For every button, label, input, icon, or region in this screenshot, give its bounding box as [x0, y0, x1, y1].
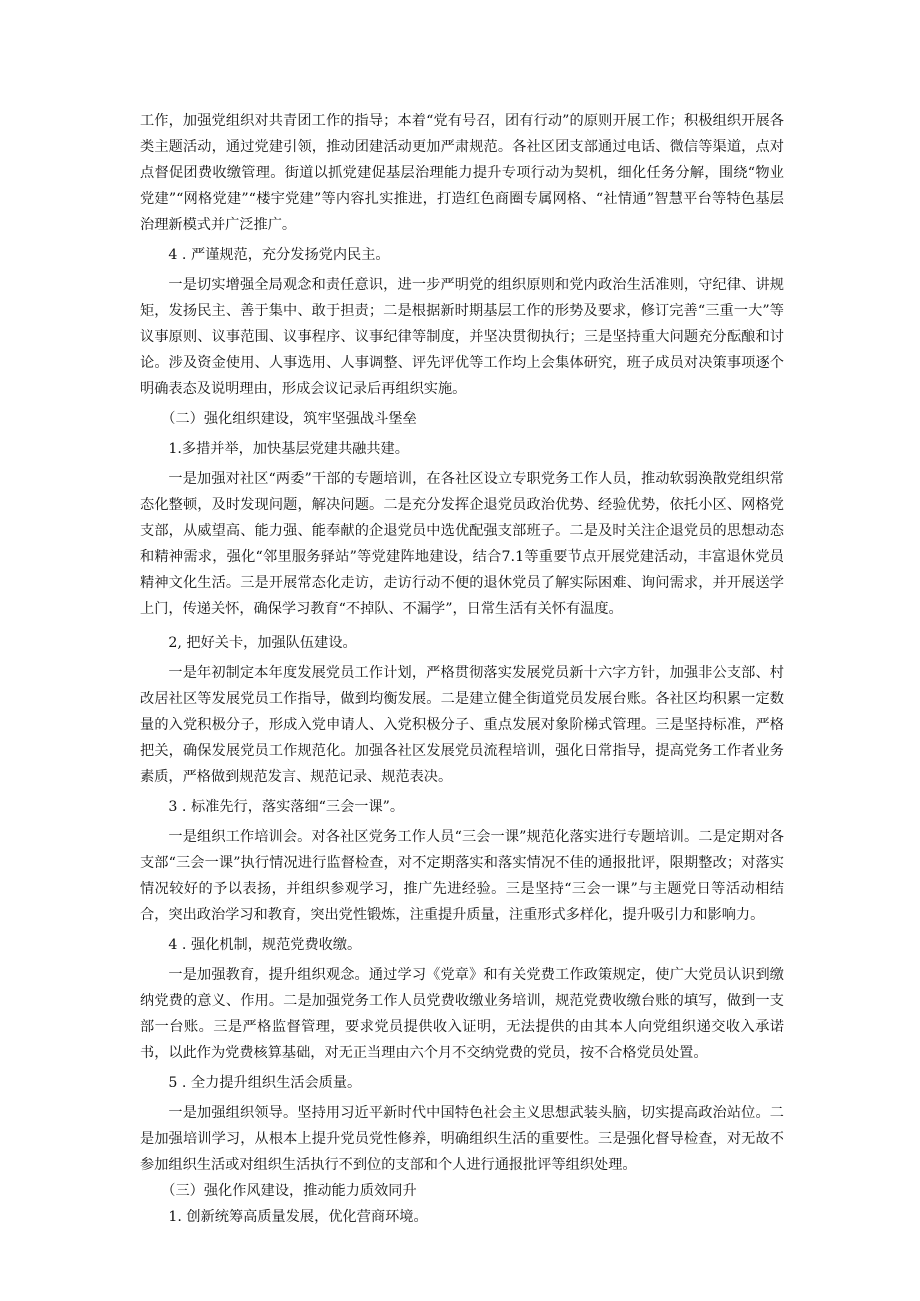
paragraph-organizational-life: 一是加强组织领导。坚持用习近平新时代中国特色社会主义思想武装头脑，切实提高政治站位。二是加强培训学习，从根本上提升党员党性修养，明确组织生活的重要性。三是强化督导检查，对无故不参加组织生活或对组织生活执行不到位的支部和个人进行通报批评等组织处理。 — [140, 1105, 784, 1173]
section-heading-work-style: （三）强化作风建设，推动能力质效同升 — [161, 1183, 417, 1199]
paragraph-party-democracy: 一是切实增强全局观念和责任意识，进一步严明党的组织原则和党内政治生活准则，守纪律、讲规矩，发扬民主、善于集中、敢于担责；二是根据新时期基层工作的形势及要求，修订完善“三重一大”等议事原则、议事范围、议事程序、议事纪律等制度，并坚决贯彻执行；三是坚持重大问题充分酝酿和讨论。涉及资金使用、人事选用、人事调整、评先评优等工作均上会集体研究，班子成员对决策事项逐个明确表态及说明理由，形成会议记录后再组织实施。 — [140, 277, 784, 397]
paragraph-community-training: 一是加强对社区“两委”干部的专题培训，在各社区设立专职党务工作人员，推动软弱涣散党组织常态化整顿，及时发现问题，解决问题。二是充分发挥企退党员政治优势、经验优势，依托小区、网格党支部，从威望高、能力强、能奉献的企退党员中选优配强支部班子。二是及时关注企退党员的思想动态和精神需求，强化“邻里服务驿站”等党建阵地建设，结合7.1等重要节点开展党建活动，丰富退休党员精神文化生活。三是开展常态化走访，走访行动不便的退休党员了解实际困难、询问需求，并开展送学上门，传递关怀，确保学习教育“不掉队、不漏学”，日常生活有关怀有温度。 — [140, 471, 784, 617]
paragraph-youth-league-work: 工作，加强党组织对共青团工作的指导；本着“党有号召，团有行动”的原则开展工作；积极组织开展各类主题活动，通过党建引领，推动团建活动更加严肃规范。各社区团支部通过电话、微信等渠道，点对点督促团费收缴管理。街道以抓党建促基层治理能力提升专项行动为契机，细化任务分解，围绕“物业党建”“网格党建”“楼宇党建”等内容扎实推进，打造红色商圈专属网格、“社情通”智慧平台等特色基层治理新模式并广泛推广。 — [140, 113, 784, 233]
heading-business-environment: 1. 创新统筹高质量发展，优化营商环境。 — [168, 1209, 428, 1225]
document-page — [140, 108, 784, 1230]
heading-gatekeeping: 2, 把好关卡，加强队伍建设。 — [168, 635, 357, 651]
section-heading-organization: （二）强化组织建设，筑牢坚强战斗堡垒 — [161, 411, 417, 427]
heading-multiple-measures: 1.多措并举，加快基层党建共融共建。 — [168, 441, 409, 457]
heading-organizational-life: 5 . 全力提升组织生活会质量。 — [168, 1075, 362, 1091]
heading-three-meetings: 3 . 标准先行，落实落细“三会一课”。 — [168, 799, 405, 815]
paragraph-member-development: 一是年初制定本年度发展党员工作计划，严格贯彻落实发展党员新十六字方针，加强非公支部、村改居社区等发展党员工作指导，做到均衡发展。二是建立健全街道党员发展台账。各社区均积累一定数量的入党积极分子，形成入党申请人、入党积极分子、重点发展对象阶梯式管理。三是坚持标准，严格把关，确保发展党员工作规范化。加强各社区发展党员流程培训，强化日常指导，提高党务工作者业务素质，严格做到规范发言、规范记录、规范表决。 — [140, 665, 784, 785]
paragraph-three-meetings: 一是组织工作培训会。对各社区党务工作人员“三会一课”规范化落实进行专题培训。二是定期对各支部“三会一课”执行情况进行监督检查，对不定期落实和落实情况不佳的通报批评，限期整改；对落实情况较好的予以表扬，并组织参观学习，推广先进经验。三是坚持“三会一课”与主题党日等活动相结合，突出政治学习和教育，突出党性锻炼，注重提升质量，注重形式多样化，提升吸引力和影响力。 — [140, 829, 784, 923]
heading-strict-norms: 4 . 严谨规范，充分发扬党内民主。 — [168, 247, 390, 263]
heading-party-dues: 4 . 强化机制，规范党费收缴。 — [168, 937, 362, 953]
paragraph-party-dues: 一是加强教育，提升组织观念。通过学习《党章》和有关党费工作政策规定，使广大党员认识到缴纳党费的意义、作用。二是加强党务工作人员党费收缴业务培训，规范党费收缴台账的填写，做到一支部一台账。三是严格监督管理，要求党员提供收入证明，无法提供的由其本人向党组织递交收入承诺书，以此作为党费核算基础，对无正当理由六个月不交纳党费的党员，按不合格党员处置。 — [140, 967, 784, 1061]
